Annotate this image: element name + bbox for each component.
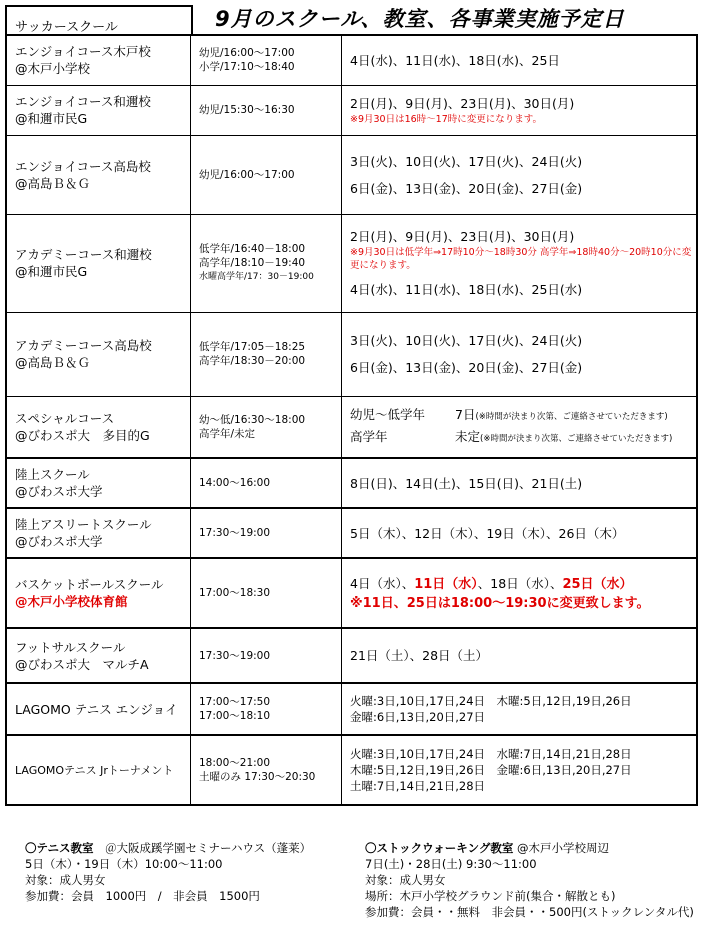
dates-text: 5日（木）、12日（木）、19日（木）、26日（木） (350, 525, 625, 541)
course-venue: @和邇市民G (15, 264, 88, 279)
footer-line: 7日(土)・28日(土) 9:30～11:00 (365, 857, 537, 871)
dates-text: 4日(水)、11日(水)、18日(水)、25日(水) (350, 282, 583, 297)
dates-cell (342, 312, 698, 396)
footer-place: ＠大阪成蹊学園セミナーハウス（蓬莱） (93, 841, 312, 855)
table-row (6, 628, 697, 683)
table-row (6, 735, 697, 805)
time-text: 水曜高学年/17：30－19:00 (199, 272, 314, 282)
dates-text: 3日(火)、10日(火)、17日(火)、24日(火) (350, 333, 583, 348)
course-name: フットサルスクール (15, 639, 126, 655)
dates-text: 2日(月)、9日(月)、23日(月)、30日(月) (350, 229, 575, 244)
course-cell (6, 508, 191, 558)
dates-cell (342, 458, 698, 508)
dates-text: 6日(金)、13日(金)、20日(金)、27日(金) (350, 180, 583, 196)
table-row (6, 85, 697, 135)
dates-text: 4日(水)、11日(水)、18日(水)、25日 (350, 52, 560, 68)
table-row (6, 558, 697, 628)
time-text: 17:00～18:30 (199, 587, 271, 599)
dates-label: 高学年 (350, 428, 388, 444)
dates-text: 火曜:3日,10日,17日,24日 木曜:5日,12日,19日,26日 (350, 694, 632, 708)
time-text: 高学年/未定 (199, 427, 256, 440)
time-cell (191, 558, 342, 628)
footer-heading (365, 840, 694, 856)
time-text: 土曜のみ 17:30～20:30 (199, 771, 316, 783)
dates-cell (342, 214, 698, 312)
dates-cell (342, 558, 698, 628)
time-cell (191, 628, 342, 683)
time-cell (191, 458, 342, 508)
dates-text: 金曜:6日,13日,20日,27日 (350, 710, 486, 724)
footer-line: 対象：成人男女 (25, 873, 106, 887)
dates-text: 21日（土）、28日（土） (350, 648, 489, 663)
dates-line (350, 574, 696, 594)
table-row (6, 135, 697, 214)
small-note: (※時間が決まり次第、ご連絡させていただきます) (480, 433, 673, 444)
time-text: 小学/17:10～18:40 (199, 61, 295, 74)
table-row (6, 214, 697, 312)
footer-line: 参加費：会員・・無料 非会員・・500円(ストックレンタル代) (365, 905, 694, 919)
footer-line: 参加費：会員 1000円 / 非会員 1500円 (25, 889, 260, 903)
table-row (6, 508, 697, 558)
small-note: (※時間が決まり次第、ご連絡させていただきます) (475, 411, 668, 422)
time-text: 低学年/17:05－18:25 (199, 341, 306, 353)
dates-text: 木曜:5日,12日,19日,26日 金曜:6日,13日,20日,27日 (350, 763, 632, 777)
tab-soccer-school: サッカースクール (5, 5, 193, 34)
course-cell (6, 312, 191, 396)
course-name: バスケットボールスクール (15, 577, 164, 592)
footer-heading (25, 840, 311, 856)
course-cell (6, 85, 191, 135)
course-venue: @びわスポ大学 (15, 534, 103, 549)
table-row (6, 312, 697, 396)
dates-line (350, 405, 696, 427)
time-cell (191, 312, 342, 396)
course-name: 陸上アスリートスクール (15, 517, 152, 532)
course-venue: @びわスポ大学 (15, 484, 103, 499)
time-text: 18:00～21:00 (199, 757, 271, 769)
footer-place: @木戸小学校周辺 (513, 841, 610, 855)
course-cell (6, 396, 191, 458)
tennis-class-info (25, 840, 311, 904)
dates-text: 、18日（水）、 (477, 575, 563, 591)
course-cell (6, 458, 191, 508)
course-name: エンジョイコース木戸校 (15, 44, 151, 60)
time-text: 低学年/16:40－18:00 (199, 243, 306, 255)
schedule-table (5, 34, 698, 806)
course-venue: @高島Ｂ＆Ｇ (15, 355, 91, 370)
course-name: LAGOMO テニス エンジョイ (15, 701, 178, 717)
dates-cell (342, 508, 698, 558)
dates-cell (342, 396, 698, 458)
course-cell (6, 135, 191, 214)
changed-date: 25日（水） (562, 576, 633, 592)
dates-text: 8日(日)、14日(土)、15日(日)、21日(土) (350, 475, 583, 491)
dates-text: 3日(火)、10日(火)、17日(火)、24日(火) (350, 153, 583, 169)
time-text: 幼児/15:30～16:30 (199, 104, 295, 116)
dates-text: 4日（水）、 (350, 575, 415, 591)
footer-line: 5日（木）・19日（木）10:00～11:00 (25, 857, 223, 871)
change-note: ※11日、25日は18:00～19:30に変更致します。 (350, 595, 650, 611)
dates-label: 幼児～低学年 (350, 406, 426, 422)
table-row (6, 35, 697, 85)
page-title: 9月のスクール、教室、各事業実施予定日 (215, 7, 625, 31)
course-cell (6, 628, 191, 683)
time-cell (191, 508, 342, 558)
course-name: アカデミーコース高島校 (15, 338, 152, 353)
footer-title: 〇テニス教室 (25, 841, 94, 855)
time-text: 17:30～19:00 (199, 527, 271, 539)
time-cell (191, 35, 342, 85)
time-cell (191, 735, 342, 805)
dates-line (350, 427, 696, 449)
time-text: 17:30～19:00 (199, 649, 271, 662)
footer-title: 〇ストックウォーキング教室 (365, 841, 514, 855)
dates-cell (342, 135, 698, 214)
time-cell (191, 396, 342, 458)
course-name: LAGOMOテニス Jrトーナメント (15, 763, 174, 777)
course-name: エンジョイコース高島校 (15, 158, 151, 174)
dates-text: 7日 (455, 406, 476, 422)
change-note: ※9月30日は16時～17時に変更になります。 (350, 114, 543, 125)
course-venue: @びわスポ大 多目的G (15, 427, 150, 443)
course-cell (6, 558, 191, 628)
time-cell (191, 135, 342, 214)
course-cell (6, 214, 191, 312)
course-name: 陸上スクール (15, 467, 90, 482)
time-cell (191, 85, 342, 135)
time-text: 17:00～17:50 (199, 696, 271, 708)
dates-cell (342, 85, 698, 135)
course-venue: @和邇市民G (15, 111, 88, 126)
change-note: ※9月30日は低学年⇒17時10分～18時30分 高学年⇒18時40分～20時10分に変更になります。 (350, 247, 692, 271)
dates-cell (342, 735, 698, 805)
table-row (6, 683, 697, 735)
course-venue: @木戸小学校 (15, 61, 91, 77)
time-text: 幼児/16:00～17:00 (199, 47, 295, 60)
course-name: エンジョイコース和邇校 (15, 94, 151, 109)
table-row (6, 396, 697, 458)
time-cell (191, 683, 342, 735)
time-text: 高学年/18:30－20:00 (199, 355, 306, 367)
course-venue: @びわスポ大 マルチA (15, 656, 149, 672)
changed-date: 11日（水） (414, 576, 478, 592)
course-name: スペシャルコース (15, 410, 115, 426)
course-cell (6, 735, 191, 805)
dates-text: 2日(月)、9日(月)、23日(月)、30日(月) (350, 96, 575, 111)
time-text: 17:00～18:10 (199, 710, 271, 722)
course-cell (6, 35, 191, 85)
dates-text: 未定 (455, 428, 481, 444)
dates-text: 火曜:3日,10日,17日,24日 水曜:7日,14日,21日,28日 (350, 747, 632, 761)
time-cell (191, 214, 342, 312)
course-venue: @木戸小学校体育館 (15, 594, 128, 609)
dates-text: 土曜:7日,14日,21日,28日 (350, 779, 486, 793)
dates-text: 6日(金)、13日(金)、20日(金)、27日(金) (350, 360, 583, 375)
time-text: 14:00～16:00 (199, 477, 271, 489)
dates-cell (342, 35, 698, 85)
course-cell (6, 683, 191, 735)
time-text: 幼児/16:00～17:00 (199, 168, 295, 181)
time-text: 幼～低/16:30～18:00 (199, 413, 306, 426)
footer-line: 対象：成人男女 (365, 873, 446, 887)
dates-cell (342, 628, 698, 683)
course-name: アカデミーコース和邇校 (15, 247, 152, 262)
stock-walking-info (365, 840, 694, 920)
dates-cell (342, 683, 698, 735)
course-venue: @高島Ｂ＆Ｇ (15, 175, 91, 191)
table-row (6, 458, 697, 508)
footer-line: 場所：木戸小学校グラウンド前(集合・解散とも) (365, 889, 616, 903)
time-text: 高学年/18:10－19:40 (199, 257, 306, 269)
